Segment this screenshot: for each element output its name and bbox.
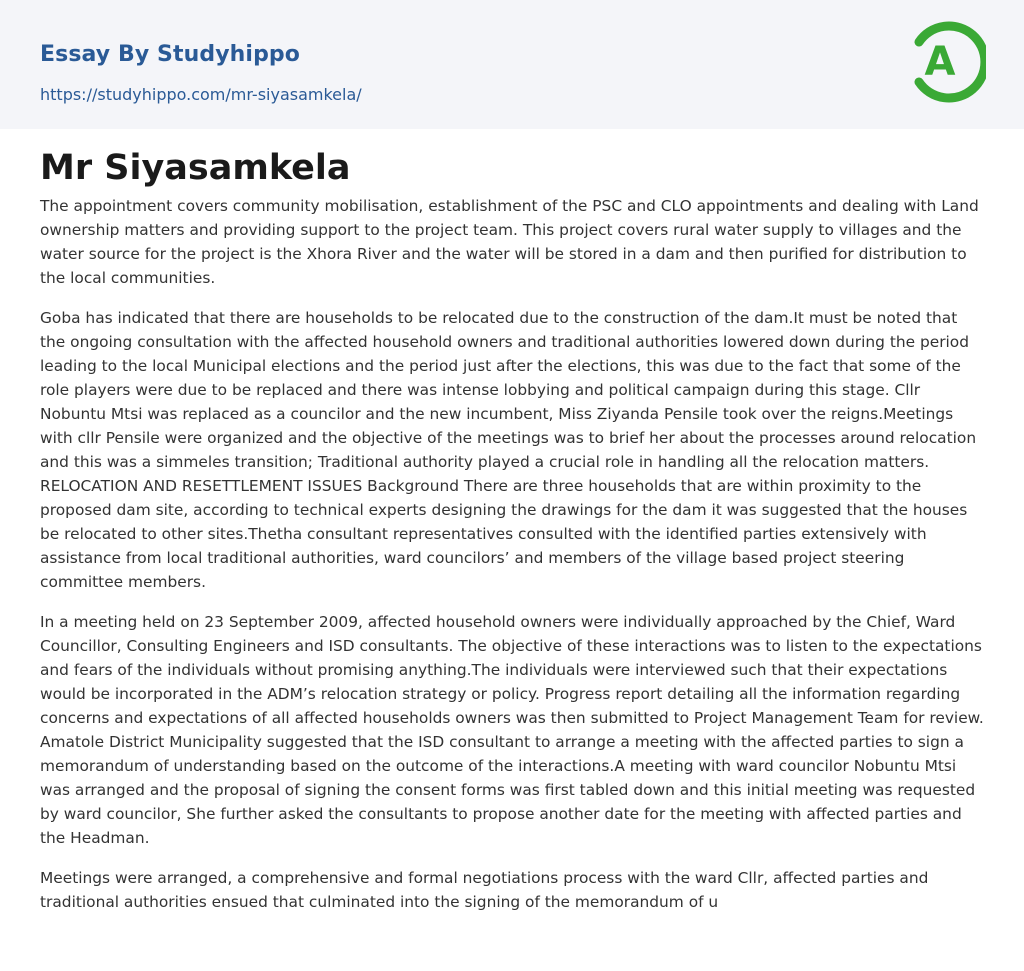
page-title: Mr Siyasamkela	[40, 148, 351, 188]
essay-url-link[interactable]: https://studyhippo.com/mr-siyasamkela/	[40, 85, 362, 104]
essay-paragraph: In a meeting held on 23 September 2009, affected household owners were individually approached by the Chief, Ward Councillor, Consulting Engineers and ISD consultants. The objective of these interactions was to listen to the expectations and fears of the individuals without promising anything.The individuals were interviewed such that their expectations would be incorporated in the ADM’s relocation strategy or policy. Progress report detailing all the information regarding concerns and expectations of all affected households owners was then submitted to Project Management Team for review. Amatole District Municipality suggested that the ISD consultant to arrange a meeting with the affected parties to sign a memorandum of understanding based on the outcome of the interactions.A meeting with ward councilor Nobuntu Mtsi was arranged and the proposal of signing the consent forms was first tabled down and this initial meeting was requested by ward councilor, She further asked the consultants to propose another date for the meeting with affected parties and the Headman.	[40, 613, 984, 847]
essay-paragraph: The appointment covers community mobilisation, establishment of the PSC and CLO appointments and dealing with Land ownership matters and providing support to the project team. This project covers rural water supply to villages and the water source for the project is the Xhora River and the water will be stored in a dam and then purified for distribution to the local communities.	[40, 197, 979, 287]
essay-paragraph: Goba has indicated that there are households to be relocated due to the construction of the dam.It must be noted that the ongoing consultation with the affected household owners and traditional authorities lowered down during the period leading to the local Municipal elections and the period just after the elections, this was due to the fact that some of the role players were due to be replaced and there was intense lobbying and political campaign during this stage. Cllr Nobuntu Mtsi was replaced as a councilor and the new incumbent, Miss Ziyanda Pensile took over the reigns.Meetings with cllr Pensile were organized and the objective of the meetings was to brief her about the processes around relocation and this was a simmeles transition; Traditional authority played a crucial role in handling all the relocation matters. RELOCATION AND RESETTLEMENT ISSUES Background There are three households that are within proximity to the proposed dam site, according to technical experts designing the drawings for the dam it was suggested that the houses be relocated to other sites.Thetha consultant representatives consulted with the identified parties extensively with assistance from local traditional authorities, ward councilors’ and members of the village based project steering committee members.	[40, 309, 977, 591]
essay-body	[40, 194, 984, 930]
site-title: Essay By Studyhippo	[40, 42, 300, 67]
logo-icon	[912, 19, 986, 105]
logo-letter: A	[924, 39, 956, 85]
studyhippo-logo[interactable]	[912, 19, 986, 105]
essay-paragraph: Meetings were arranged, a comprehensive and formal negotiations process with the ward Cllr, affected parties and traditional authorities ensued that culminated into the signing of the memorandum of u	[40, 869, 929, 911]
